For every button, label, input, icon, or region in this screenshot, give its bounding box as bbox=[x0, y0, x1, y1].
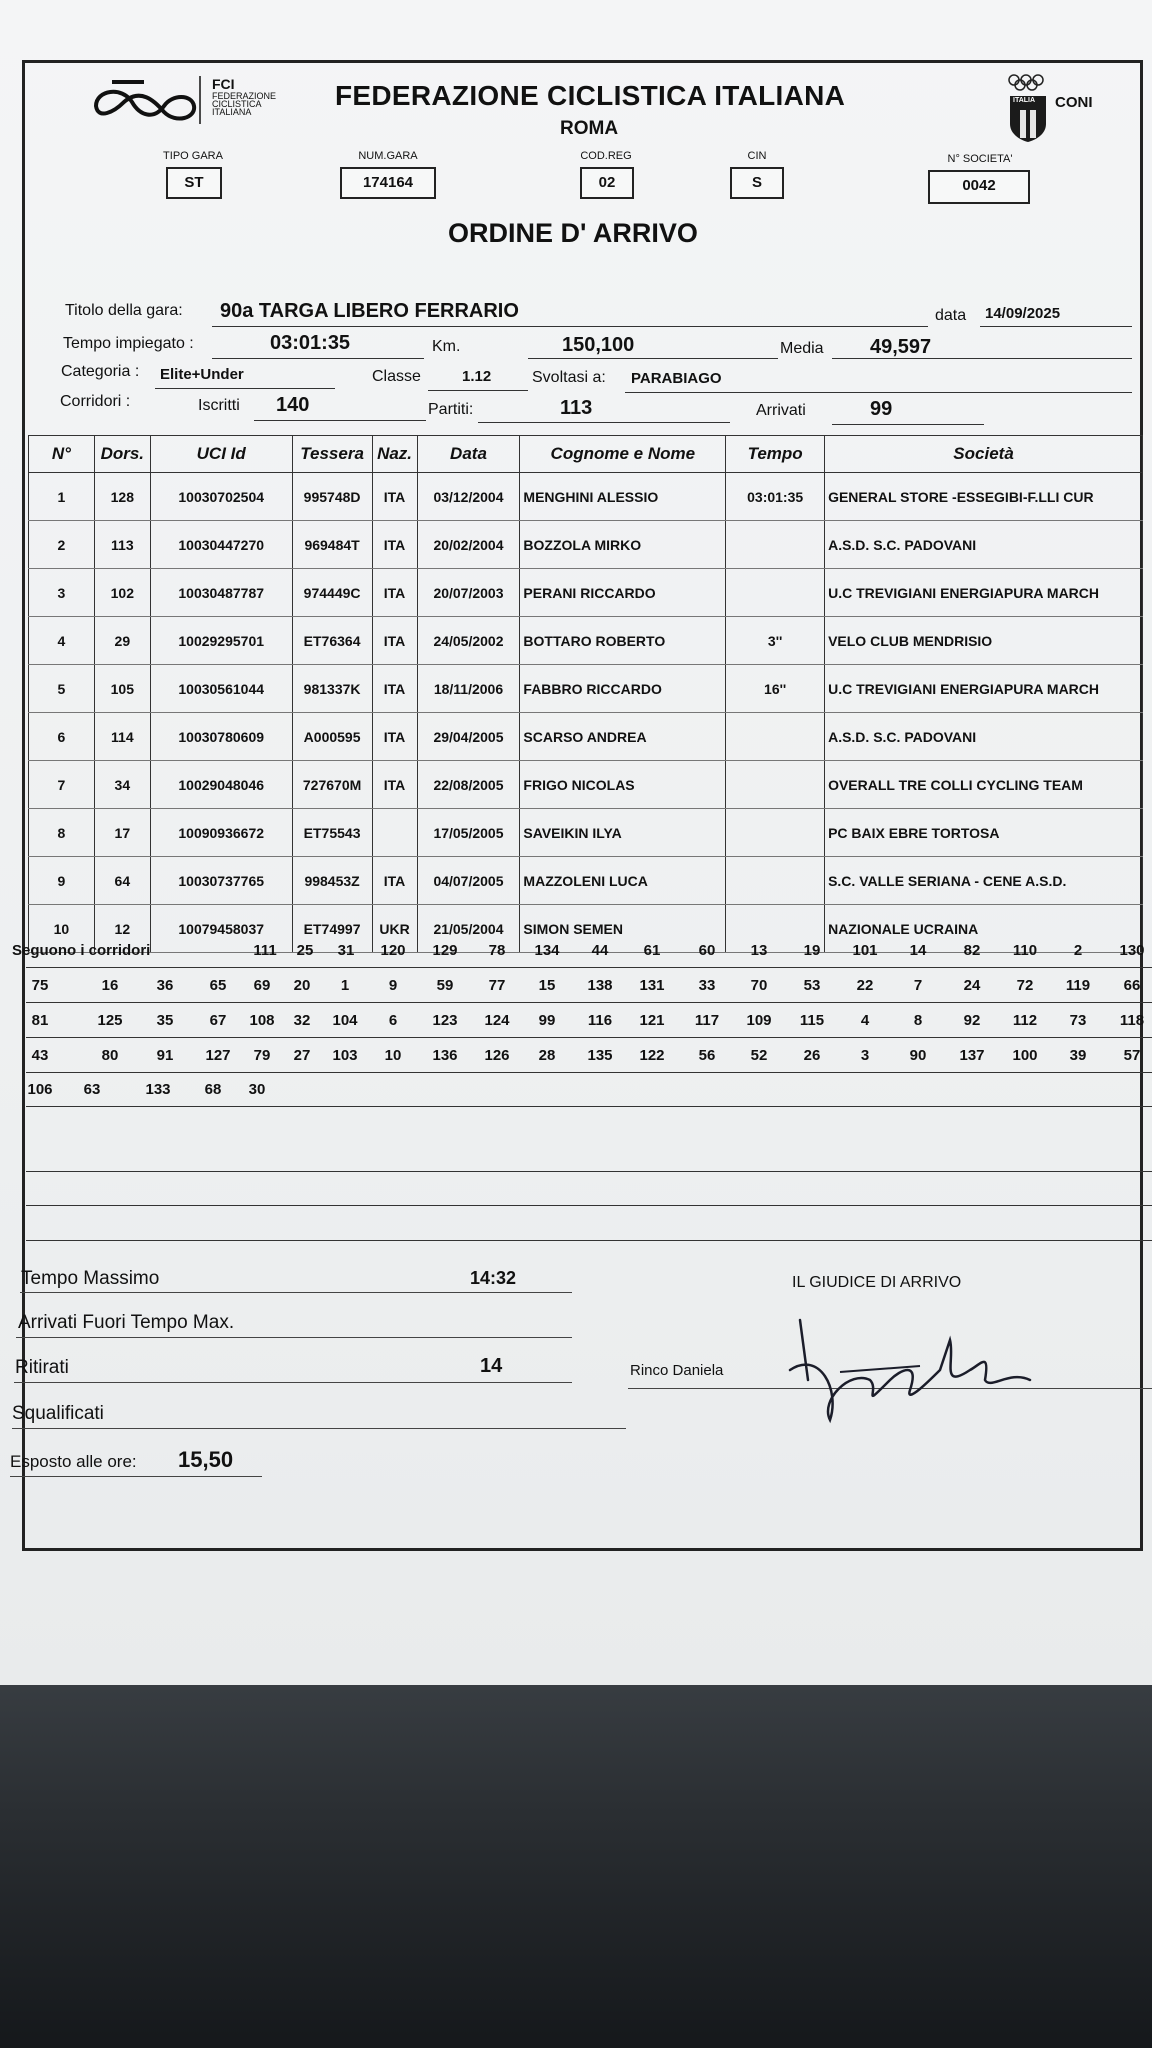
cell-team: A.S.D. S.C. PADOVANI bbox=[825, 713, 1143, 761]
cell-num: 10 bbox=[29, 905, 95, 953]
table-header-row bbox=[29, 436, 1143, 473]
seguono-bib: 131 bbox=[639, 977, 665, 994]
cell-team: OVERALL TRE COLLI CYCLING TEAM bbox=[825, 761, 1143, 809]
col-header-dors: Dors. bbox=[94, 436, 150, 473]
seguono-bib: 90 bbox=[909, 1047, 927, 1064]
seguono-bib: 112 bbox=[1012, 1012, 1038, 1029]
classe-label: Classe bbox=[372, 368, 421, 385]
cell-birth-date: 20/07/2003 bbox=[417, 569, 520, 617]
seguono-bib: 117 bbox=[694, 1012, 720, 1029]
tempo-line bbox=[212, 358, 424, 359]
seguono-bib: 65 bbox=[209, 977, 227, 994]
partiti-line bbox=[478, 422, 730, 423]
seguono-bib: 104 bbox=[332, 1012, 358, 1029]
cell-tessera: ET74997 bbox=[292, 905, 372, 953]
media-line bbox=[832, 358, 1132, 359]
num-gara-label: NUM.GARA bbox=[358, 150, 418, 162]
seguono-bib: 126 bbox=[484, 1047, 510, 1064]
titolo-line bbox=[212, 326, 928, 327]
seguono-bib: 99 bbox=[538, 1012, 556, 1029]
cell-uci-id: 10030447270 bbox=[150, 521, 292, 569]
seguono-bib: 61 bbox=[643, 942, 661, 959]
squalificati-line bbox=[12, 1428, 626, 1429]
seguono-bib: 92 bbox=[963, 1012, 981, 1029]
seguono-bib: 108 bbox=[249, 1012, 275, 1029]
seguono-bib: 119 bbox=[1065, 977, 1091, 994]
iscritti-line bbox=[254, 420, 426, 421]
cell-rider-name: SIMON SEMEN bbox=[520, 905, 726, 953]
cell-rider-name: PERANI RICCARDO bbox=[520, 569, 726, 617]
cell-dors: 29 bbox=[94, 617, 150, 665]
cell-dors: 12 bbox=[94, 905, 150, 953]
cell-uci-id: 10090936672 bbox=[150, 809, 292, 857]
cod-reg-label: COD.REG bbox=[580, 150, 632, 162]
cell-tessera: A000595 bbox=[292, 713, 372, 761]
seguono-bib: 60 bbox=[698, 942, 716, 959]
seguono-bib: 106 bbox=[27, 1081, 53, 1098]
categoria-label: Categoria : bbox=[61, 363, 140, 380]
federation-title: FEDERAZIONE CICLISTICA ITALIANA bbox=[335, 80, 846, 111]
cell-tessera: 998453Z bbox=[292, 857, 372, 905]
fuori-tempo-label: Arrivati Fuori Tempo Max. bbox=[18, 1312, 235, 1333]
cell-time bbox=[726, 521, 825, 569]
seguono-bib: 56 bbox=[698, 1047, 716, 1064]
seguono-bib: 35 bbox=[156, 1012, 174, 1029]
seguono-bib: 130 bbox=[1119, 942, 1145, 959]
cell-team: NAZIONALE UCRAINA bbox=[825, 905, 1143, 953]
seguono-label: Seguono i corridori bbox=[12, 942, 151, 959]
titolo-value: 90a TARGA LIBERO FERRARIO bbox=[220, 300, 519, 322]
partiti-label: Partiti: bbox=[428, 401, 474, 418]
seguono-bib: 115 bbox=[799, 1012, 825, 1029]
fci-label: FCI bbox=[212, 76, 235, 92]
svoltasi-line bbox=[625, 392, 1132, 393]
data-label: data bbox=[935, 307, 967, 324]
cell-uci-id: 10030780609 bbox=[150, 713, 292, 761]
table-row bbox=[29, 713, 1143, 761]
tempo-massimo-label: Tempo Massimo bbox=[21, 1268, 160, 1289]
cell-uci-id: 10030487787 bbox=[150, 569, 292, 617]
tempo-massimo-line bbox=[20, 1292, 572, 1293]
seguono-bib: 2 bbox=[1073, 942, 1083, 959]
table-row bbox=[29, 569, 1143, 617]
corridori-label: Corridori : bbox=[60, 393, 131, 410]
table-row bbox=[29, 473, 1143, 521]
cell-dors: 128 bbox=[94, 473, 150, 521]
media-label: Media bbox=[780, 340, 824, 357]
cell-num: 8 bbox=[29, 809, 95, 857]
cell-birth-date: 18/11/2006 bbox=[417, 665, 520, 713]
seguono-bib: 39 bbox=[1069, 1047, 1087, 1064]
cell-birth-date: 22/08/2005 bbox=[417, 761, 520, 809]
seguono-bib: 28 bbox=[538, 1047, 556, 1064]
seguono-bib: 121 bbox=[639, 1012, 665, 1029]
ritirati-line bbox=[14, 1382, 572, 1383]
federation-city: ROMA bbox=[560, 118, 619, 139]
table-row bbox=[29, 617, 1143, 665]
order-title: ORDINE D' ARRIVO bbox=[448, 218, 698, 248]
table-row bbox=[29, 857, 1143, 905]
cell-time: 16'' bbox=[726, 665, 825, 713]
seguono-bib: 33 bbox=[698, 977, 716, 994]
cell-time bbox=[726, 809, 825, 857]
km-label: Km. bbox=[432, 338, 461, 355]
fci-logo bbox=[92, 72, 202, 133]
cell-num: 6 bbox=[29, 713, 95, 761]
seguono-bib: 123 bbox=[432, 1012, 458, 1029]
seguono-bib: 7 bbox=[913, 977, 923, 994]
seguono-bib: 109 bbox=[746, 1012, 772, 1029]
seguono-bib: 116 bbox=[587, 1012, 613, 1029]
cell-time bbox=[726, 761, 825, 809]
seguono-bib: 80 bbox=[101, 1047, 119, 1064]
giudice-label: IL GIUDICE DI ARRIVO bbox=[792, 1274, 962, 1291]
seguono-bib: 59 bbox=[436, 977, 454, 994]
cell-naz: ITA bbox=[372, 665, 417, 713]
cell-uci-id: 10030737765 bbox=[150, 857, 292, 905]
table-row bbox=[29, 521, 1143, 569]
results-table bbox=[28, 435, 1143, 953]
seguono-bib: 78 bbox=[488, 942, 506, 959]
seguono-bib: 103 bbox=[332, 1047, 358, 1064]
cell-dors: 102 bbox=[94, 569, 150, 617]
table-row bbox=[29, 761, 1143, 809]
seguono-bib: 31 bbox=[337, 942, 355, 959]
seguono-bib: 36 bbox=[156, 977, 174, 994]
seguono-bib: 14 bbox=[909, 942, 927, 959]
svoltasi-value: PARABIAGO bbox=[631, 370, 722, 387]
seguono-bib: 13 bbox=[750, 942, 768, 959]
cell-uci-id: 10029295701 bbox=[150, 617, 292, 665]
cell-num: 5 bbox=[29, 665, 95, 713]
cell-dors: 17 bbox=[94, 809, 150, 857]
seguono-bib: 26 bbox=[803, 1047, 821, 1064]
seguono-bib: 30 bbox=[248, 1081, 266, 1098]
cin-box: S bbox=[730, 167, 784, 199]
cell-naz: ITA bbox=[372, 617, 417, 665]
ritirati-label: Ritirati bbox=[15, 1357, 69, 1378]
cell-rider-name: SCARSO ANDREA bbox=[520, 713, 726, 761]
cell-team: GENERAL STORE -ESSEGIBI-F.LLI CUR bbox=[825, 473, 1143, 521]
cell-naz: ITA bbox=[372, 473, 417, 521]
seguono-bib: 75 bbox=[31, 977, 49, 994]
societa-label: N° SOCIETA' bbox=[947, 153, 1013, 165]
cell-num: 7 bbox=[29, 761, 95, 809]
seguono-bib: 57 bbox=[1123, 1047, 1141, 1064]
cell-time bbox=[726, 569, 825, 617]
seguono-bib: 100 bbox=[1012, 1047, 1038, 1064]
italia-label: ITALIA bbox=[1013, 97, 1036, 104]
tipo-gara-label: TIPO GARA bbox=[163, 150, 223, 162]
seguono-bib: 44 bbox=[591, 942, 609, 959]
seguono-bib: 69 bbox=[253, 977, 271, 994]
seguono-bib: 138 bbox=[587, 977, 613, 994]
seguono-bib: 43 bbox=[31, 1047, 49, 1064]
tempo-value: 03:01:35 bbox=[270, 332, 351, 354]
seguono-bib: 66 bbox=[1123, 977, 1141, 994]
iscritti-label: Iscritti bbox=[198, 397, 240, 414]
coni-label: CONI bbox=[1055, 94, 1093, 111]
seguono-bib: 133 bbox=[145, 1081, 171, 1098]
cell-naz: ITA bbox=[372, 857, 417, 905]
blank-line-2 bbox=[26, 1172, 1152, 1206]
cell-dors: 113 bbox=[94, 521, 150, 569]
seguono-bib: 124 bbox=[484, 1012, 510, 1029]
seguono-bib: 24 bbox=[963, 977, 981, 994]
cell-naz: ITA bbox=[372, 521, 417, 569]
titolo-label: Titolo della gara: bbox=[65, 302, 183, 319]
categoria-value: Elite+Under bbox=[160, 366, 244, 383]
seguono-bib: 79 bbox=[253, 1047, 271, 1064]
cell-dors: 114 bbox=[94, 713, 150, 761]
seguono-bib: 120 bbox=[380, 942, 406, 959]
seguono-bib: 127 bbox=[205, 1047, 231, 1064]
col-header-data: Data bbox=[417, 436, 520, 473]
seguono-bib: 63 bbox=[83, 1081, 101, 1098]
seguono-bib: 53 bbox=[803, 977, 821, 994]
seguono-bib: 6 bbox=[388, 1012, 398, 1029]
seguono-bib: 110 bbox=[1012, 942, 1038, 959]
judge-signature bbox=[780, 1310, 1040, 1435]
tempo-label: Tempo impiegato : bbox=[63, 335, 194, 352]
cell-num: 2 bbox=[29, 521, 95, 569]
seguono-bib: 136 bbox=[432, 1047, 458, 1064]
seguono-bib: 20 bbox=[293, 977, 311, 994]
fuori-tempo-line bbox=[16, 1337, 572, 1338]
seguono-bib: 91 bbox=[156, 1047, 174, 1064]
col-header-tempo: Tempo bbox=[726, 436, 825, 473]
seguono-bib: 25 bbox=[296, 942, 314, 959]
cell-time bbox=[726, 857, 825, 905]
cell-birth-date: 03/12/2004 bbox=[417, 473, 520, 521]
seguono-bib: 81 bbox=[31, 1012, 49, 1029]
seguono-bib: 111 bbox=[253, 942, 277, 959]
cell-tessera: 981337K bbox=[292, 665, 372, 713]
media-value: 49,597 bbox=[870, 336, 932, 358]
seguono-bib: 9 bbox=[388, 977, 398, 994]
cell-team: S.C. VALLE SERIANA - CENE A.S.D. bbox=[825, 857, 1143, 905]
cell-team: A.S.D. S.C. PADOVANI bbox=[825, 521, 1143, 569]
seguono-bib: 15 bbox=[538, 977, 556, 994]
societa-box: 0042 bbox=[928, 170, 1030, 204]
cell-rider-name: BOTTARO ROBERTO bbox=[520, 617, 726, 665]
km-line bbox=[528, 358, 778, 359]
giudice-name: Rinco Daniela bbox=[630, 1362, 724, 1379]
seguono-bib: 27 bbox=[293, 1047, 311, 1064]
cell-num: 3 bbox=[29, 569, 95, 617]
esposto-value: 15,50 bbox=[178, 1447, 234, 1472]
classe-value: 1.12 bbox=[462, 368, 492, 385]
cell-tessera: ET76364 bbox=[292, 617, 372, 665]
fci-subtitle: FEDERAZIONE CICLISTICA ITALIANA bbox=[212, 91, 277, 117]
seguono-bib: 1 bbox=[340, 977, 350, 994]
categoria-line bbox=[155, 388, 335, 389]
seguono-bib: 77 bbox=[488, 977, 506, 994]
cell-birth-date: 04/07/2005 bbox=[417, 857, 520, 905]
esposto-label: Esposto alle ore: bbox=[10, 1452, 137, 1471]
seguono-bib: 3 bbox=[860, 1047, 870, 1064]
cell-tessera: 995748D bbox=[292, 473, 372, 521]
cell-uci-id: 10029048046 bbox=[150, 761, 292, 809]
cin-label: CIN bbox=[747, 150, 767, 162]
tipo-gara-box: ST bbox=[166, 167, 222, 199]
cell-rider-name: FRIGO NICOLAS bbox=[520, 761, 726, 809]
cell-rider-name: MAZZOLENI LUCA bbox=[520, 857, 726, 905]
cell-team: U.C TREVIGIANI ENERGIAPURA MARCH bbox=[825, 569, 1143, 617]
num-gara-box: 174164 bbox=[340, 167, 436, 199]
cell-tessera: 969484T bbox=[292, 521, 372, 569]
cell-birth-date: 29/04/2005 bbox=[417, 713, 520, 761]
background-surface bbox=[0, 1660, 1152, 2048]
cell-dors: 64 bbox=[94, 857, 150, 905]
data-line bbox=[980, 326, 1132, 327]
partiti-value: 113 bbox=[560, 397, 593, 419]
seguono-bib: 32 bbox=[293, 1012, 311, 1029]
col-header-naz: Naz. bbox=[372, 436, 417, 473]
cell-birth-date: 20/02/2004 bbox=[417, 521, 520, 569]
esposto-line bbox=[10, 1476, 262, 1477]
km-value: 150,100 bbox=[562, 334, 635, 356]
tempo-massimo-value: 14:32 bbox=[470, 1268, 517, 1288]
col-header-uci: UCI Id bbox=[150, 436, 292, 473]
classe-line bbox=[428, 390, 528, 391]
seguono-bib: 4 bbox=[860, 1012, 870, 1029]
arrivati-line bbox=[832, 424, 984, 425]
table-row bbox=[29, 665, 1143, 713]
cell-rider-name: FABBRO RICCARDO bbox=[520, 665, 726, 713]
blank-line-3 bbox=[26, 1207, 1152, 1241]
seguono-bib: 19 bbox=[803, 942, 821, 959]
cell-team: VELO CLUB MENDRISIO bbox=[825, 617, 1143, 665]
cell-num: 1 bbox=[29, 473, 95, 521]
cell-naz: ITA bbox=[372, 761, 417, 809]
col-header-num: N° bbox=[29, 436, 95, 473]
seguono-bib: 16 bbox=[101, 977, 119, 994]
seguono-bib: 70 bbox=[750, 977, 768, 994]
cell-tessera: 727670M bbox=[292, 761, 372, 809]
cell-naz: ITA bbox=[372, 569, 417, 617]
cell-uci-id: 10030561044 bbox=[150, 665, 292, 713]
col-header-societa: Società bbox=[825, 436, 1143, 473]
cod-reg-box: 02 bbox=[580, 167, 634, 199]
seguono-bib: 125 bbox=[97, 1012, 123, 1029]
cell-team: U.C TREVIGIANI ENERGIAPURA MARCH bbox=[825, 665, 1143, 713]
seguono-bib: 10 bbox=[384, 1047, 402, 1064]
results-body bbox=[29, 473, 1143, 953]
cell-team: PC BAIX EBRE TORTOSA bbox=[825, 809, 1143, 857]
cell-tessera: 974449C bbox=[292, 569, 372, 617]
seguono-bib: 129 bbox=[432, 942, 458, 959]
arrivati-label: Arrivati bbox=[756, 402, 806, 419]
cell-num: 9 bbox=[29, 857, 95, 905]
seguono-bib: 73 bbox=[1069, 1012, 1087, 1029]
cell-time: 03:01:35 bbox=[726, 473, 825, 521]
seguono-bib: 8 bbox=[913, 1012, 923, 1029]
cell-birth-date: 17/05/2005 bbox=[417, 809, 520, 857]
cell-birth-date: 21/05/2004 bbox=[417, 905, 520, 953]
cell-time bbox=[726, 713, 825, 761]
cell-naz: ITA bbox=[372, 713, 417, 761]
seguono-bib: 68 bbox=[204, 1081, 222, 1098]
seguono-bib: 122 bbox=[639, 1047, 665, 1064]
seguono-bib: 135 bbox=[587, 1047, 613, 1064]
svoltasi-label: Svoltasi a: bbox=[532, 369, 606, 386]
cell-uci-id: 10030702504 bbox=[150, 473, 292, 521]
col-header-tessera: Tessera bbox=[292, 436, 372, 473]
arrivati-value: 99 bbox=[870, 398, 893, 420]
coni-logo bbox=[1006, 72, 1052, 149]
data-value: 14/09/2025 bbox=[985, 305, 1061, 322]
col-header-nome: Cognome e Nome bbox=[520, 436, 726, 473]
seguono-bib: 118 bbox=[1119, 1012, 1145, 1029]
seguono-bib: 67 bbox=[209, 1012, 227, 1029]
seguono-bib: 82 bbox=[963, 942, 981, 959]
table-row bbox=[29, 809, 1143, 857]
cell-dors: 34 bbox=[94, 761, 150, 809]
cell-rider-name: BOZZOLA MIRKO bbox=[520, 521, 726, 569]
ritirati-value: 14 bbox=[480, 1355, 503, 1377]
seguono-bib: 101 bbox=[852, 942, 878, 959]
cell-num: 4 bbox=[29, 617, 95, 665]
blank-line-1 bbox=[26, 1138, 1152, 1172]
cell-birth-date: 24/05/2002 bbox=[417, 617, 520, 665]
cell-dors: 105 bbox=[94, 665, 150, 713]
cell-time: 3'' bbox=[726, 617, 825, 665]
cell-tessera: ET75543 bbox=[292, 809, 372, 857]
cell-rider-name: SAVEIKIN ILYA bbox=[520, 809, 726, 857]
seguono-bib: 137 bbox=[959, 1047, 985, 1064]
cell-rider-name: MENGHINI ALESSIO bbox=[520, 473, 726, 521]
seguono-bib: 22 bbox=[856, 977, 874, 994]
cell-naz bbox=[372, 809, 417, 857]
squalificati-label: Squalificati bbox=[12, 1403, 104, 1424]
seguono-bib: 134 bbox=[534, 942, 560, 959]
cell-uci-id: 10079458037 bbox=[150, 905, 292, 953]
seguono-bib: 52 bbox=[750, 1047, 768, 1064]
iscritti-value: 140 bbox=[276, 394, 310, 416]
cell-naz: UKR bbox=[372, 905, 417, 953]
seguono-bib: 72 bbox=[1016, 977, 1034, 994]
